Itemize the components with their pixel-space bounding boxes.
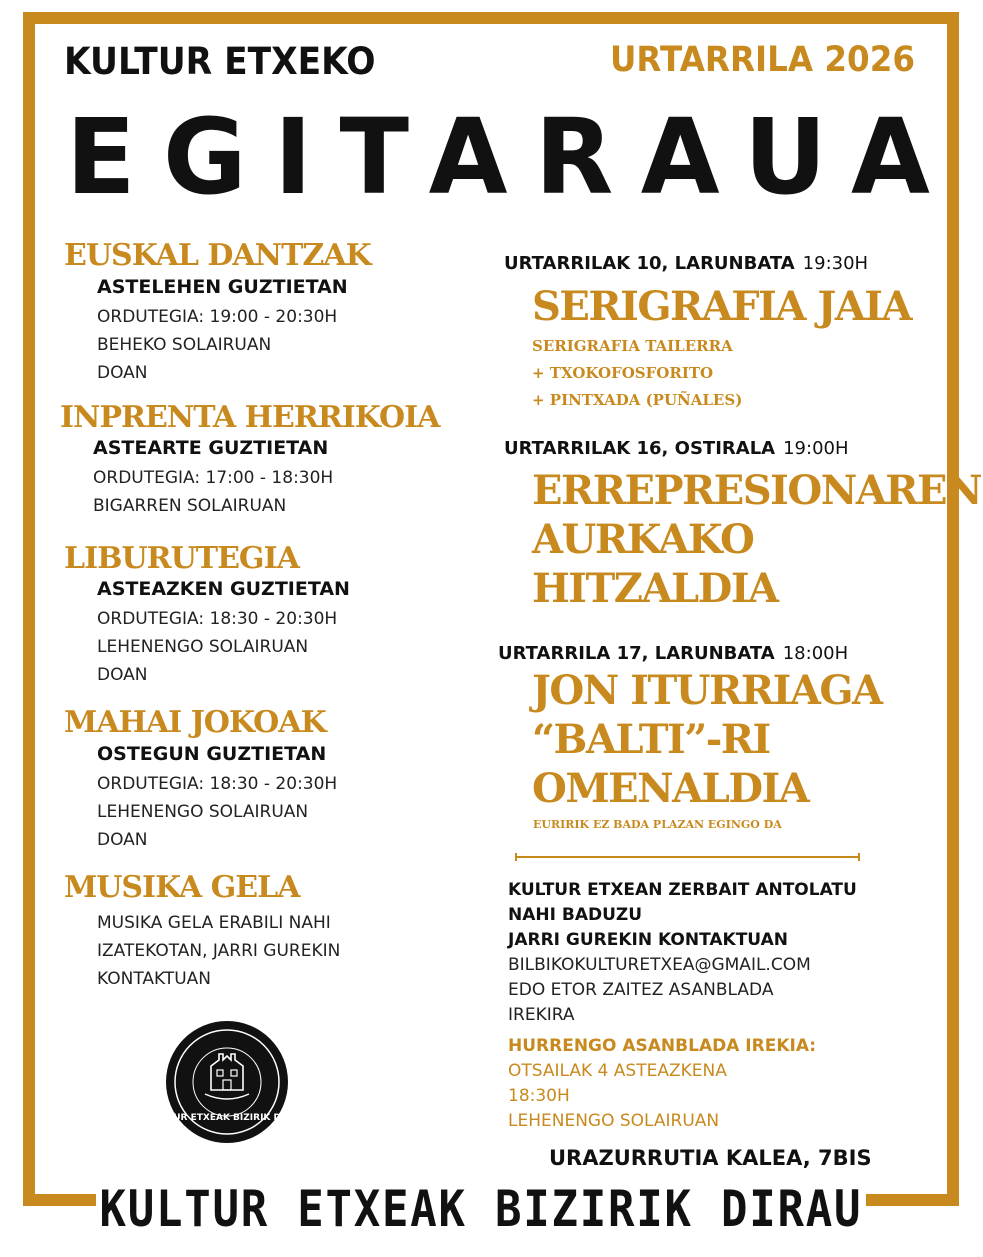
event-title: SERIGRAFIA JAIA xyxy=(532,283,912,330)
contact-line: JARRI GUREKIN KONTAKTUAN xyxy=(508,930,788,950)
activity-day: ASTEARTE GUZTIETAN xyxy=(93,437,329,459)
event-date-text: URTARRILAK 10, LARUNBATA xyxy=(504,253,795,274)
activity-title: LIBURUTEGIA xyxy=(64,541,299,576)
kultur-etxea-logo-icon xyxy=(148,1020,306,1144)
header-date: URTARRILA 2026 xyxy=(610,40,916,80)
activity-line: ORDUTEGIA: 18:30 - 20:30H xyxy=(97,609,338,629)
activity-title: INPRENTA HERRIKOIA xyxy=(60,400,440,435)
logo-ring-text: KULTUR ETXEAK BIZIRIK DIRAU xyxy=(148,1113,306,1123)
activity-line: ORDUTEGIA: 17:00 - 18:30H xyxy=(93,468,334,488)
event-title: JON ITURRIAGA xyxy=(532,667,882,714)
event-title: HITZALDIA xyxy=(532,565,778,612)
event-time: 18:00H xyxy=(782,643,849,664)
assembly-line: 18:30H xyxy=(508,1086,570,1106)
activity-line: ORDUTEGIA: 19:00 - 20:30H xyxy=(97,307,338,327)
assembly-line: LEHENENGO SOLAIRUAN xyxy=(508,1111,720,1131)
contact-email: BILBIKOKULTURETXEA@GMAIL.COM xyxy=(508,955,811,975)
activity-line: KONTAKTUAN xyxy=(97,969,212,989)
event-subline: + PINTXADA (PUÑALES) xyxy=(532,391,743,409)
event-subline: + TXOKOFOSFORITO xyxy=(532,364,714,382)
event-note: EURIRIK EZ BADA PLAZAN EGINGO DA xyxy=(533,818,782,831)
activity-line: DOAN xyxy=(97,363,148,383)
event-time: 19:00H xyxy=(783,438,849,459)
activity-line: ORDUTEGIA: 18:30 - 20:30H xyxy=(97,774,338,794)
activity-line: DOAN xyxy=(97,665,148,685)
activity-line: DOAN xyxy=(97,830,148,850)
activity-line: LEHENENGO SOLAIRUAN xyxy=(97,637,309,657)
divider xyxy=(515,856,860,858)
activity-line: LEHENENGO SOLAIRUAN xyxy=(97,802,309,822)
assembly-line: OTSAILAK 4 ASTEAZKENA xyxy=(508,1061,727,1081)
address: URAZURRUTIA KALEA, 7BIS xyxy=(549,1146,872,1170)
event-time: 19:30H xyxy=(802,253,869,274)
poster-title: EGITARAUA xyxy=(66,96,958,218)
contact-line: NAHI BADUZU xyxy=(508,905,643,925)
event-date xyxy=(504,253,868,274)
activity-day: ASTEAZKEN GUZTIETAN xyxy=(97,578,350,600)
activity-day: ASTELEHEN GUZTIETAN xyxy=(97,276,348,298)
activity-line: BIGARREN SOLAIRUAN xyxy=(93,496,287,516)
activity-title: MUSIKA GELA xyxy=(64,870,300,905)
activity-line: BEHEKO SOLAIRUAN xyxy=(97,335,272,355)
assembly-title: HURRENGO ASANBLADA IREKIA: xyxy=(508,1036,817,1056)
event-date xyxy=(498,643,848,664)
activity-line: IZATEKOTAN, JARRI GUREKIN xyxy=(97,941,341,961)
event-title: OMENALDIA xyxy=(532,765,809,812)
header-left: KULTUR ETXEKO xyxy=(64,40,376,83)
footer-slogan: KULTUR ETXEAK BIZIRIK DIRAU xyxy=(96,1180,866,1238)
contact-line: EDO ETOR ZAITEZ ASANBLADA xyxy=(508,980,774,1000)
activity-line: MUSIKA GELA ERABILI NAHI xyxy=(97,913,331,933)
event-date xyxy=(504,438,849,459)
event-date-text: URTARRILA 17, LARUNBATA xyxy=(498,643,775,664)
activity-title: EUSKAL DANTZAK xyxy=(64,238,371,273)
event-title: “BALTI”-RI xyxy=(532,716,770,763)
contact-line: IREKIRA xyxy=(508,1005,575,1025)
contact-line: KULTUR ETXEAN ZERBAIT ANTOLATU xyxy=(508,880,857,900)
event-date-text: URTARRILAK 16, OSTIRALA xyxy=(504,438,776,459)
event-subline: SERIGRAFIA TAILERRA xyxy=(532,337,733,355)
event-title: AURKAKO xyxy=(532,516,754,563)
activity-day: OSTEGUN GUZTIETAN xyxy=(97,743,327,765)
event-title: ERREPRESIONAREN xyxy=(532,467,982,514)
activity-title: MAHAI JOKOAK xyxy=(64,705,326,740)
